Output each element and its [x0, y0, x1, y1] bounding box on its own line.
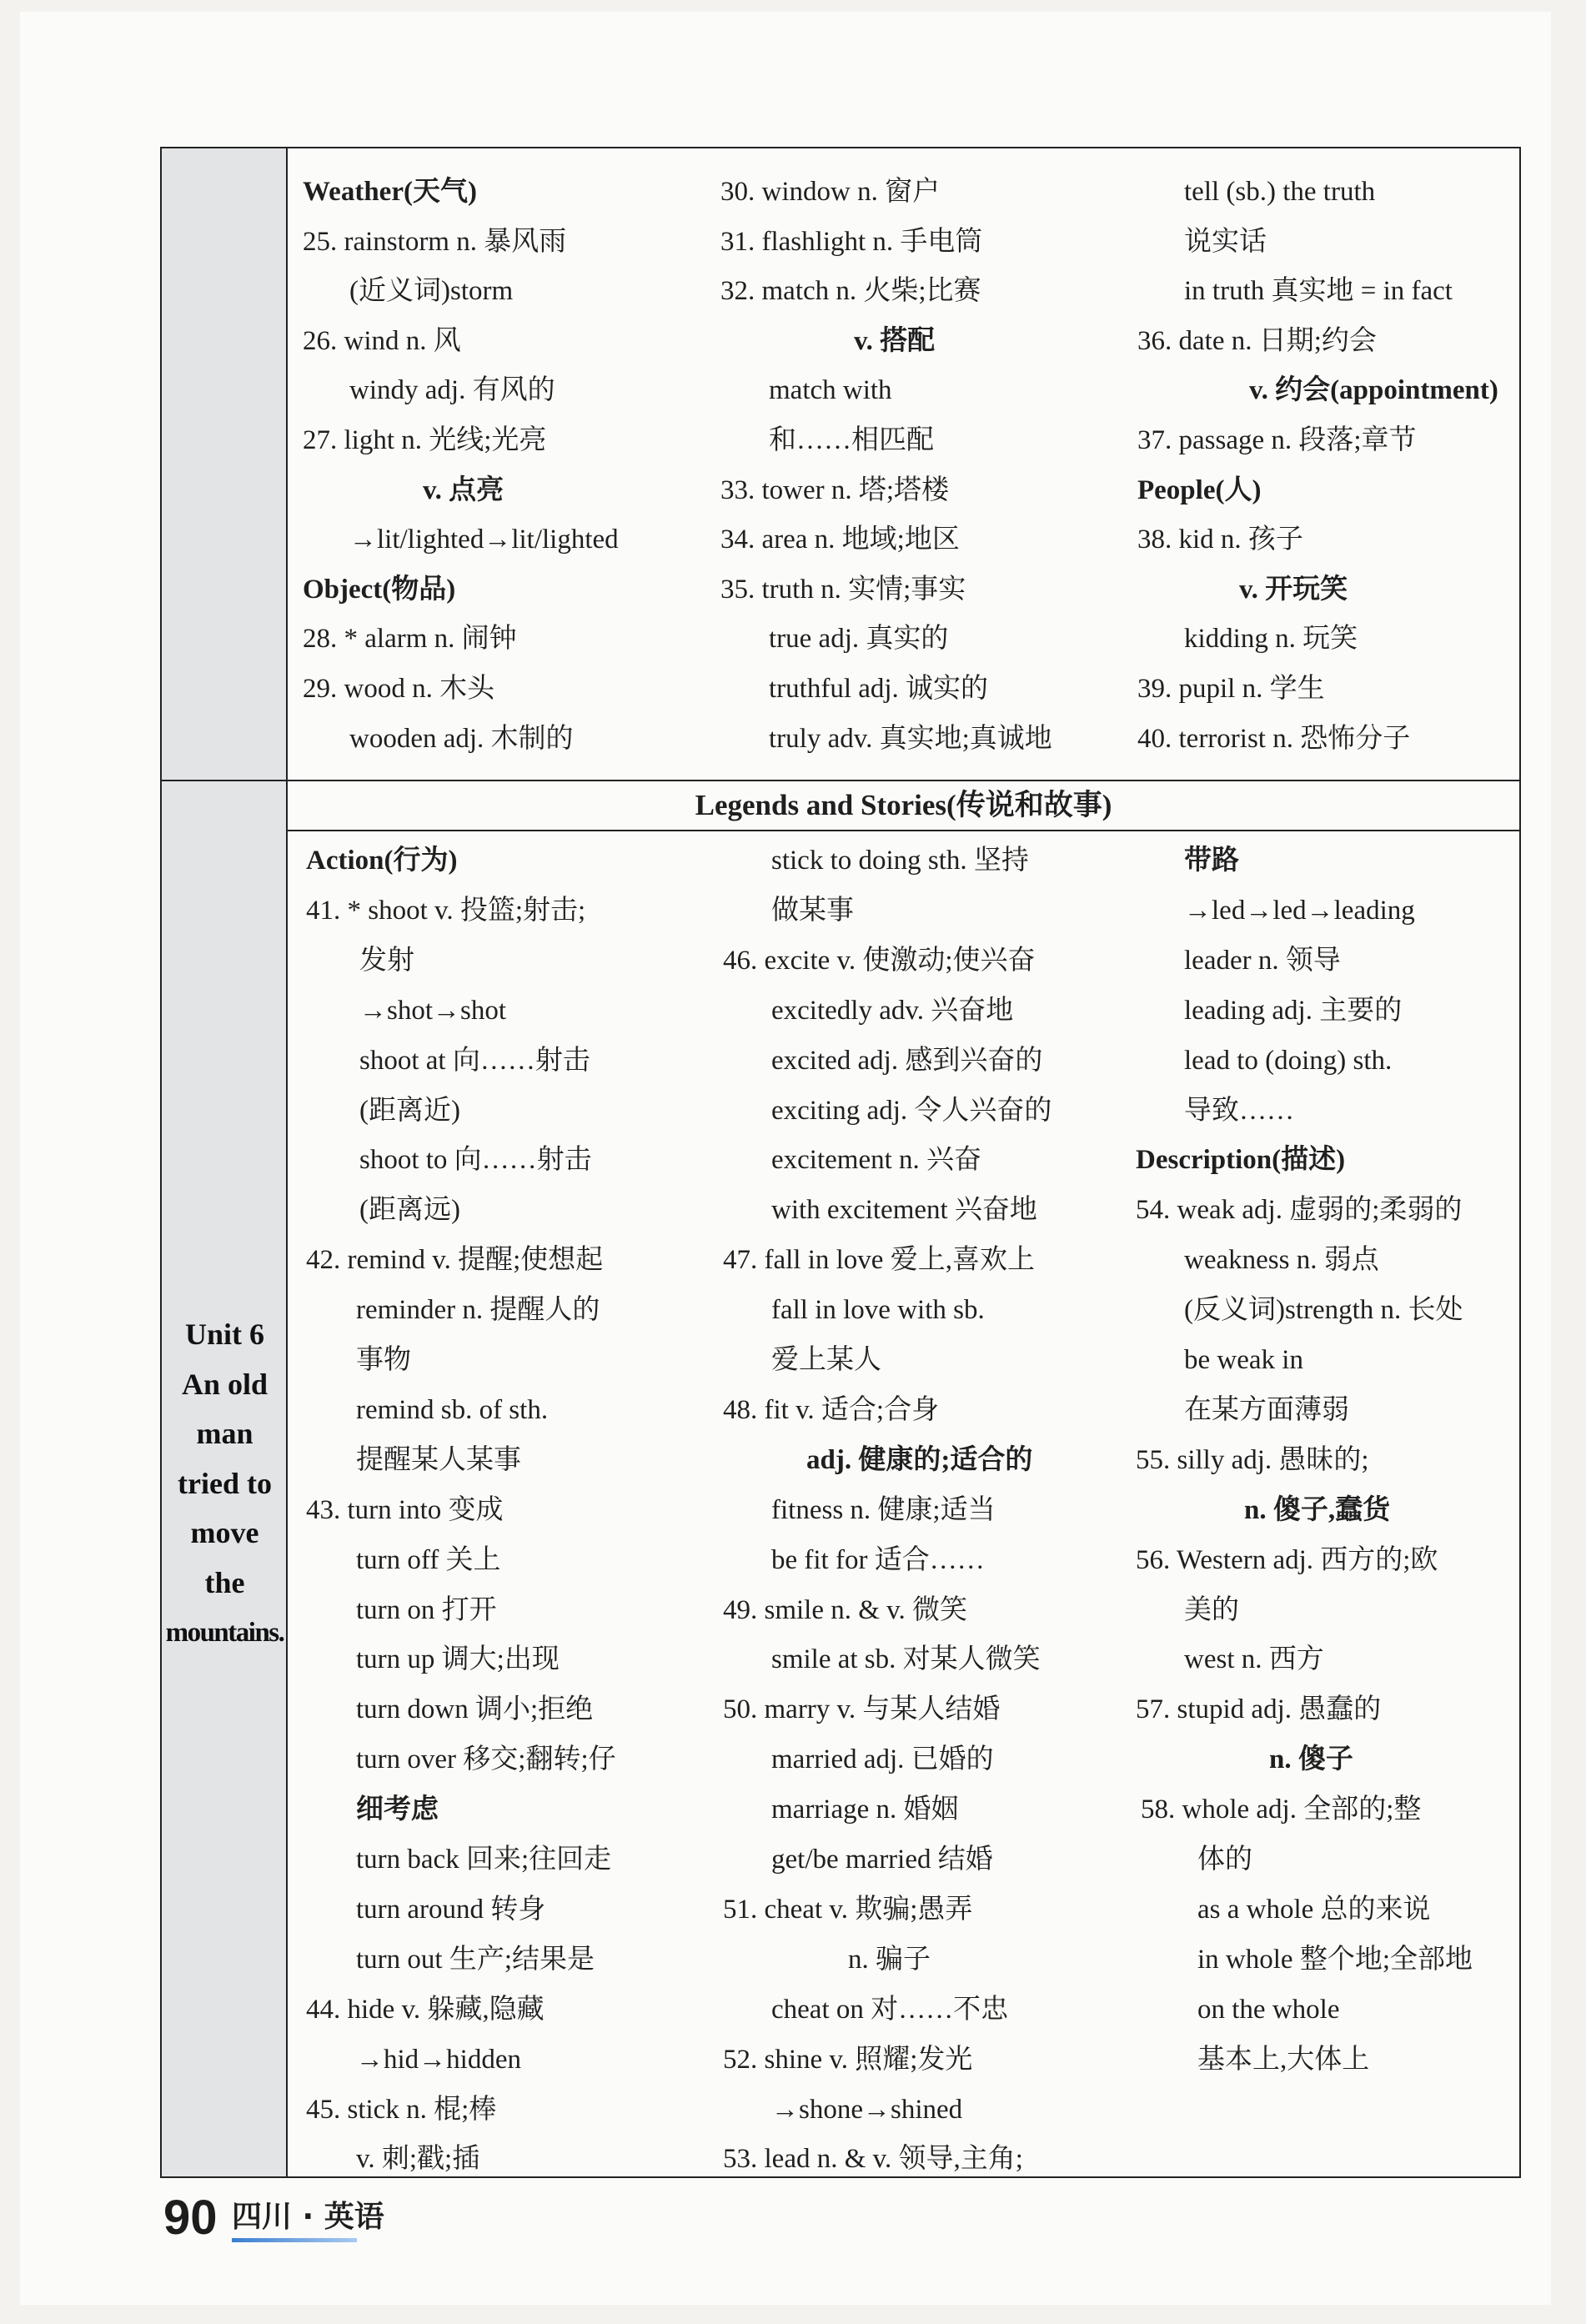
vocab-line: 37. passage n. 段落;章节 — [1137, 425, 1417, 455]
unit-line: An old — [181, 1367, 269, 1401]
vocab-line: (近义词)storm — [349, 276, 514, 307]
vocab-line: →shot→shot — [359, 995, 507, 1026]
vocab-line: stick to doing sth. 坚持 — [771, 846, 1029, 876]
vocab-line: (距离近) — [359, 1095, 460, 1126]
vocab-line: 事物 — [356, 1345, 411, 1375]
vocab-line: excitedly adv. 兴奋地 — [771, 995, 1014, 1026]
vocab-line: Description(描述) — [1136, 1145, 1346, 1176]
vocab-line: 45. stick n. 棍;棒 — [306, 2094, 497, 2125]
vocab-line: 35. truth n. 实情;事实 — [720, 574, 966, 605]
vocab-line: exciting adj. 令人兴奋的 — [771, 1095, 1052, 1126]
vocab-line: 55. silly adj. 愚昧的; — [1136, 1444, 1369, 1475]
vocab-line: n. 傻子 — [1269, 1744, 1353, 1775]
vocab-line: adj. 健康的;适合的 — [806, 1444, 1033, 1475]
unit-line: Unit 6 — [184, 1318, 264, 1351]
vocab-line: 美的 — [1184, 1594, 1239, 1625]
vocab-line: marriage n. 婚姻 — [771, 1794, 959, 1825]
vocab-line: 27. light n. 光线;光亮 — [303, 425, 547, 455]
vocab-line: 40. terrorist n. 恐怖分子 — [1137, 723, 1411, 754]
vocab-line: be weak in — [1184, 1345, 1303, 1375]
vocab-line: turn off 关上 — [356, 1544, 501, 1575]
vocab-line: 39. pupil n. 学生 — [1137, 674, 1325, 704]
vocab-line: 41. * shoot v. 投篮;射击; — [306, 895, 586, 926]
vocab-line: tell (sb.) the truth — [1184, 177, 1376, 207]
vocab-line: west n. 西方 — [1184, 1644, 1324, 1675]
vocab-line: match with — [769, 375, 892, 406]
vocab-line: 47. fall in love 爱上,喜欢上 — [723, 1245, 1035, 1276]
vocab-line: Object(物品) — [303, 574, 456, 605]
vocab-line: in whole 整个地;全部地 — [1197, 1944, 1473, 1975]
vocab-line: on the whole — [1197, 1994, 1340, 2025]
vocab-line: be fit for 适合…… — [771, 1544, 985, 1575]
vocab-line: lead to (doing) sth. — [1184, 1045, 1393, 1076]
vocab-line: smile at sb. 对某人微笑 — [771, 1644, 1041, 1675]
vocab-line: weakness n. 弱点 — [1184, 1245, 1379, 1276]
vocab-line: 49. smile n. & v. 微笑 — [723, 1594, 968, 1625]
vocab-line: n. 骗子 — [848, 1944, 931, 1975]
vocab-line: excitement n. 兴奋 — [771, 1145, 982, 1176]
page-number: 90 — [163, 2191, 218, 2245]
vocab-line: 43. turn into 变成 — [306, 1494, 504, 1525]
vocab-line: with excitement 兴奋地 — [771, 1195, 1037, 1226]
vocab-line: wooden adj. 木制的 — [349, 723, 574, 754]
vocab-line: 体的 — [1197, 1845, 1252, 1875]
vocab-line: 提醒某人某事 — [356, 1444, 521, 1475]
vocab-line: 53. lead n. & v. 领导,主角; — [723, 2144, 1023, 2175]
footer-accent-bar — [232, 2238, 357, 2242]
vocab-line: 爱上某人 — [771, 1345, 881, 1375]
vocab-line: windy adj. 有风的 — [349, 375, 555, 406]
vocab-line: 51. cheat v. 欺骗;愚弄 — [723, 1894, 973, 1925]
vocab-line: (距离远) — [359, 1195, 460, 1226]
section-title: Legends and Stories(传说和故事) — [288, 780, 1519, 831]
vocab-line: 56. Western adj. 西方的;欧 — [1136, 1544, 1438, 1575]
vocab-line: 基本上,大体上 — [1197, 2044, 1370, 2075]
vocabulary-table — [160, 147, 1521, 2178]
vocab-line: 58. whole adj. 全部的;整 — [1141, 1794, 1422, 1825]
vocab-line: 说实话 — [1184, 226, 1267, 257]
vocab-line: v. 约会(appointment) — [1249, 375, 1498, 406]
unit-line: move — [190, 1516, 259, 1550]
vocab-line: excited adj. 感到兴奋的 — [771, 1045, 1043, 1076]
vocab-line: 52. shine v. 照耀;发光 — [723, 2044, 973, 2075]
vocab-line: turn out 生产;结果是 — [356, 1944, 595, 1975]
vocab-line: 和……相匹配 — [769, 425, 934, 455]
vocab-line: 34. area n. 地域;地区 — [720, 525, 960, 555]
vocab-line: turn on 打开 — [356, 1594, 497, 1625]
vocab-line: 44. hide v. 躲藏,隐藏 — [306, 1994, 545, 2025]
vocab-line: 发射 — [359, 945, 414, 976]
vocab-line: 29. wood n. 木头 — [303, 674, 495, 704]
vocab-line: kidding n. 玩笑 — [1184, 624, 1358, 655]
vocab-line: turn around 转身 — [356, 1894, 546, 1925]
vocab-line: Action(行为) — [306, 846, 458, 876]
vocab-line: v. 开玩笑 — [1239, 574, 1348, 605]
vocab-line: turn down 调小;拒绝 — [356, 1694, 594, 1725]
vocab-line: 25. rainstorm n. 暴风雨 — [303, 226, 567, 257]
vocab-line: 48. fit v. 适合;合身 — [723, 1394, 940, 1425]
vocab-line: truly adv. 真实地;真诚地 — [769, 723, 1052, 754]
vocab-line: in truth 真实地 = in fact — [1184, 276, 1453, 307]
vocab-line: fitness n. 健康;适当 — [771, 1494, 996, 1525]
vocab-line: 30. window n. 窗户 — [720, 177, 941, 207]
vocab-line: true adj. 真实的 — [769, 624, 949, 655]
vocab-line: →shone→shined — [771, 2094, 963, 2125]
vocab-line: as a whole 总的来说 — [1197, 1894, 1431, 1925]
vocab-line: get/be married 结婚 — [771, 1845, 993, 1875]
vocab-line: married adj. 已婚的 — [771, 1744, 994, 1775]
vocab-line: 57. stupid adj. 愚蠢的 — [1136, 1694, 1382, 1725]
vocab-line: turn over 移交;翻转;仔 — [356, 1744, 616, 1775]
vocab-line: shoot to 向……射击 — [359, 1145, 592, 1176]
footer-label: 四川 · 英语 — [232, 2200, 384, 2234]
vocab-line: 32. match n. 火柴;比赛 — [720, 276, 981, 307]
vocab-line: →hid→hidden — [356, 2044, 521, 2075]
vocab-line: 做某事 — [771, 895, 854, 926]
vocab-line: 50. marry v. 与某人结婚 — [723, 1694, 1001, 1725]
vocab-line: 细考虑 — [356, 1794, 439, 1825]
vocab-line: leading adj. 主要的 — [1184, 995, 1403, 1026]
vocab-line: turn up 调大;出现 — [356, 1644, 560, 1675]
unit-line: the — [204, 1565, 245, 1599]
vocab-line: →led→led→leading — [1184, 895, 1415, 926]
vocab-line: v. 搭配 — [854, 325, 936, 356]
vocab-line: cheat on 对……不忠 — [771, 1994, 1009, 2025]
vocab-line: 33. tower n. 塔;塔楼 — [720, 474, 950, 505]
sidebar-top — [162, 148, 288, 780]
unit-line: mountains. — [165, 1617, 284, 1648]
vocab-line: 46. excite v. 使激动;使兴奋 — [723, 945, 1036, 976]
vocab-line: 在某方面薄弱 — [1184, 1394, 1349, 1425]
unit-label — [162, 1310, 288, 1658]
vocab-line: 带路 — [1184, 846, 1239, 876]
vocab-line: 26. wind n. 风 — [303, 325, 461, 356]
sidebar-unit — [162, 780, 288, 2176]
vocab-line: 42. remind v. 提醒;使想起 — [306, 1245, 604, 1276]
vocab-line: →lit/lighted→lit/lighted — [349, 525, 619, 555]
vocab-line: reminder n. 提醒人的 — [356, 1295, 600, 1326]
vocab-line: v. 点亮 — [423, 474, 504, 505]
vocab-line: truthful adj. 诚实的 — [769, 674, 989, 704]
vocab-line: shoot at 向……射击 — [359, 1045, 590, 1076]
vocab-line: 导致…… — [1184, 1095, 1294, 1126]
vocab-line: 38. kid n. 孩子 — [1137, 525, 1303, 555]
vocab-line: People(人) — [1137, 474, 1262, 505]
vocab-line: 54. weak adj. 虚弱的;柔弱的 — [1136, 1195, 1463, 1226]
vocab-line: turn back 回来;往回走 — [356, 1845, 612, 1875]
unit-line: man — [196, 1417, 253, 1451]
unit-line: tried to — [178, 1466, 272, 1500]
vocab-line: Weather(天气) — [303, 177, 477, 207]
vocab-line: v. 刺;戳;插 — [356, 2144, 480, 2175]
vocab-line: fall in love with sb. — [771, 1295, 985, 1326]
vocab-line: n. 傻子,蠢货 — [1244, 1494, 1391, 1525]
vocab-line: 36. date n. 日期;约会 — [1137, 325, 1377, 356]
vocab-line: remind sb. of sth. — [356, 1394, 549, 1425]
vocab-line: leader n. 领导 — [1184, 945, 1341, 976]
vocab-line: 31. flashlight n. 手电筒 — [720, 226, 983, 257]
vocab-line: 28. * alarm n. 闹钟 — [303, 624, 517, 655]
vocab-line: (反义词)strength n. 长处 — [1184, 1295, 1463, 1326]
